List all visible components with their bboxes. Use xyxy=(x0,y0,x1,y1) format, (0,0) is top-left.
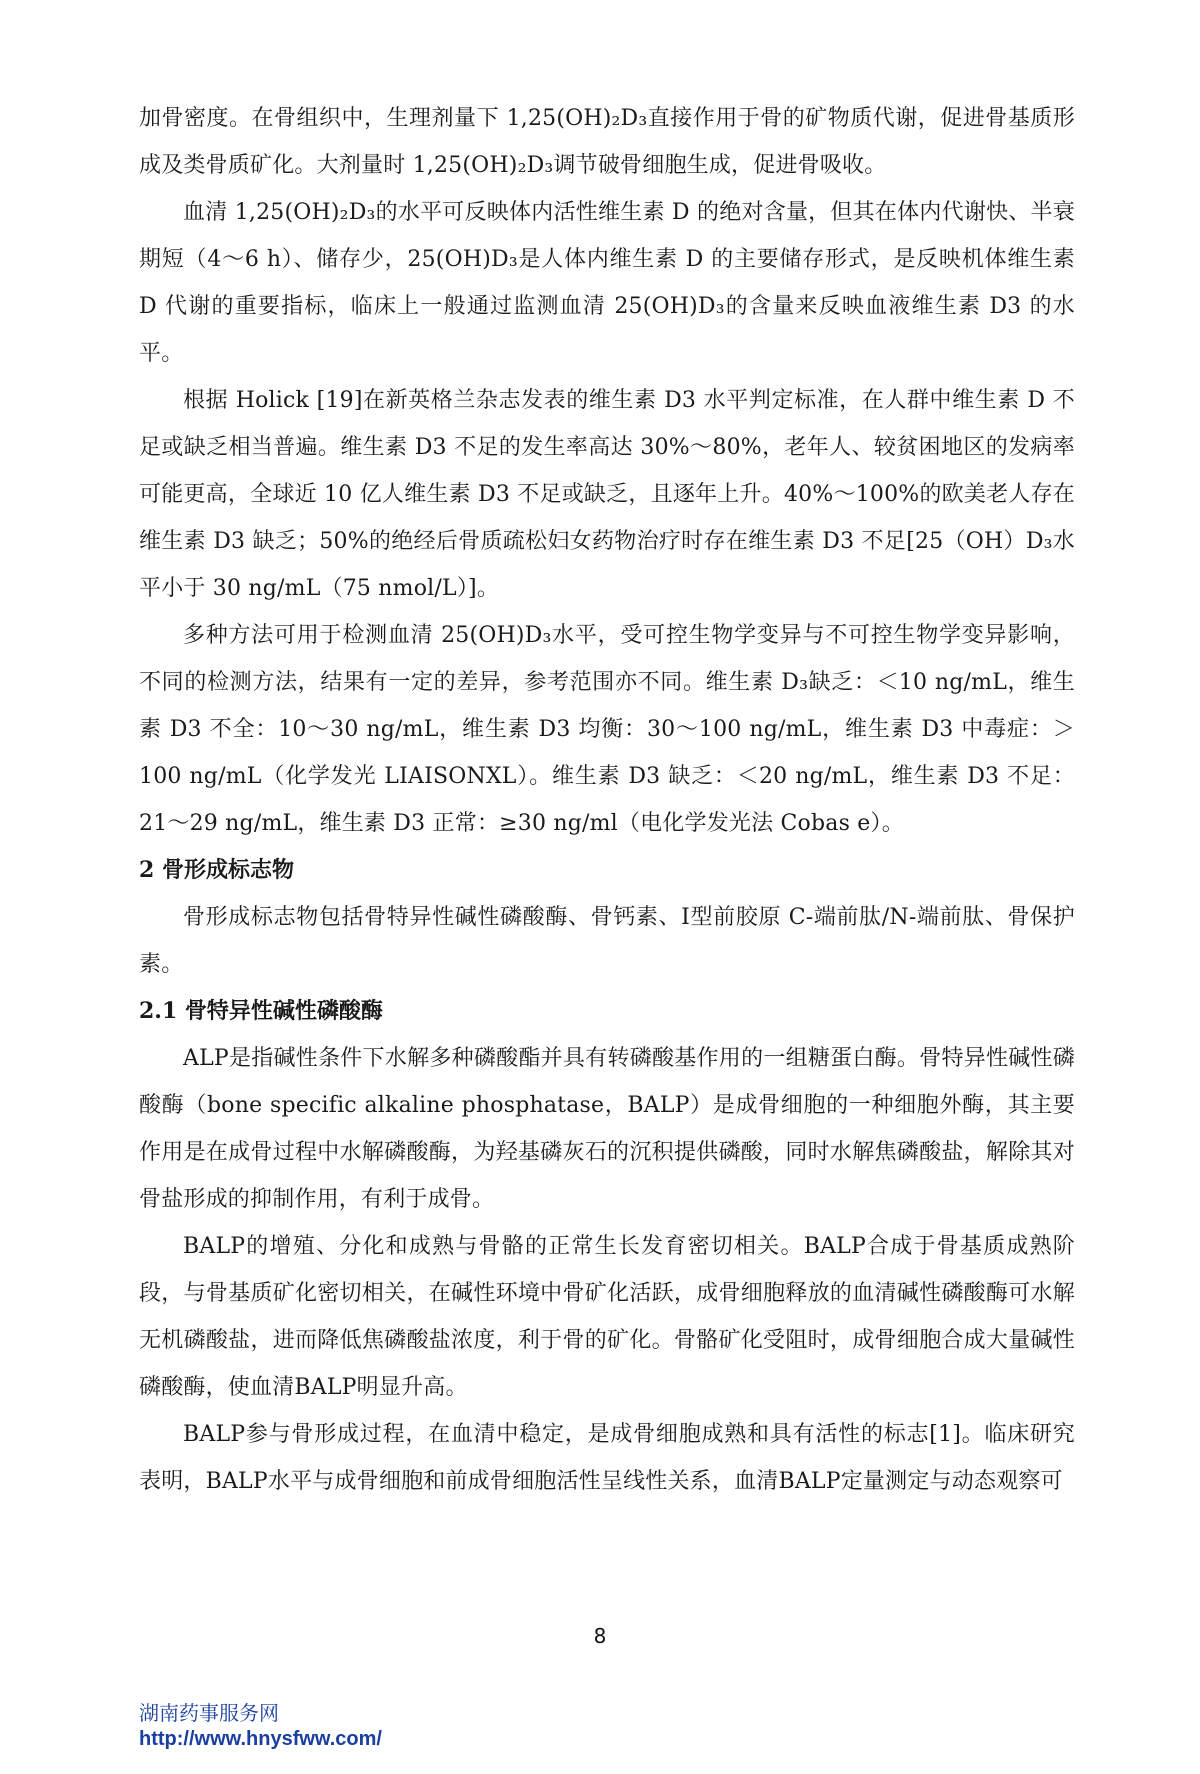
paragraph-7: BALP的增殖、分化和成熟与骨骼的正常生长发育密切相关。BALP合成于骨基质成熟阶段，与骨基质矿化密切相关，在碱性环境中骨矿化活跃，成骨细胞释放的血清碱性磷酸酶可水解无机磷酸盐，进而降低焦磷酸盐浓度，利于骨的矿化。骨骼矿化受阻时，成骨细胞合成大量碱性磷酸酶，使血清BALP明显升高。 xyxy=(139,1234,1075,1400)
paragraph-8: BALP参与骨形成过程，在血清中稳定，是成骨细胞成熟和具有活性的标志[1]。临床研究表明，BALP水平与成骨细胞和前成骨细胞活性呈线性关系，血清BALP定量测定与动态观察可 xyxy=(139,1422,1075,1494)
footer-site-url[interactable]: http://www.hnysfww.com/ xyxy=(139,1728,382,1750)
page-number: 8 xyxy=(593,1624,607,1648)
paragraph-5: 骨形成标志物包括骨特异性碱性磷酸酶、骨钙素、Ⅰ型前胶原 C-端前肽/N-端前肽、骨保护素。 xyxy=(139,905,1075,977)
paragraph-2: 血清 1,25(OH)₂D₃的水平可反映体内活性维生素 D 的绝对含量，但其在体内代谢快、半衰期短（4～6 h）、储存少，25(OH)D₃是人体内维生素 D 的主要储存形式，是反映机体维生素 D 代谢的重要指标，临床上一般通过监测血清 25(OH)D₃的含量来反映血液维生素 D3 的水平。 xyxy=(139,200,1075,366)
paragraph-6: ALP是指碱性条件下水解多种磷酸酯并具有转磷酸基作用的一组糖蛋白酶。骨特异性碱性磷酸酶（bone specific alkaline phosphatase，BALP）是成骨细胞的一种细胞外酶，其主要作用是在成骨过程中水解磷酸酶，为羟基磷灰石的沉积提供磷酸，同时水解焦磷酸盐，解除其对骨盐形成的抑制作用，有利于成骨。 xyxy=(139,1046,1075,1212)
footer-site-name: 湖南药事服务网 xyxy=(139,1701,279,1725)
paragraph-4: 多种方法可用于检测血清 25(OH)D₃水平，受可控生物学变异与不可控生物学变异影响，不同的检测方法，结果有一定的差异，参考范围亦不同。维生素 D₃缺乏：＜10 ng/mL，维生素 D3 不全：10～30 ng/mL，维生素 D3 均衡：30～100 ng/mL，维生素 D3 中毒症：＞100 ng/mL（化学发光 LIAISONXL）。维生素 D3 缺乏：＜20 ng/mL，维生素 D3 不足：21～29 ng/mL，维生素 D3 正常：≥30 ng/ml（电化学发光法 Cobas e）。 xyxy=(139,623,1075,836)
section-heading-2: 2 骨形成标志物 xyxy=(139,857,294,883)
footer xyxy=(139,1700,382,1752)
paragraph-1: 加骨密度。在骨组织中，生理剂量下 1,25(OH)₂D₃直接作用于骨的矿物质代谢，促进骨基质形成及类骨质矿化。大剂量时 1,25(OH)₂D₃调节破骨细胞生成，促进骨吸收。 xyxy=(139,106,1075,178)
paragraph-3: 根据 Holick [19]在新英格兰杂志发表的维生素 D3 水平判定标准，在人群中维生素 D 不足或缺乏相当普遍。维生素 D3 不足的发生率高达 30%～80%，老年人、较贫困地区的发病率可能更高，全球近 10 亿人维生素 D3 不足或缺乏，且逐年上升。40%～100%的欧美老人存在维生素 D3 缺乏；50%的绝经后骨质疏松妇女药物治疗时存在维生素 D3 不足[25（OH）D₃水平小于 30 ng/mL（75 nmol/L）]。 xyxy=(139,388,1075,601)
page-content xyxy=(139,95,1075,1505)
section-heading-2-1: 2.1 骨特异性碱性磷酸酶 xyxy=(139,998,383,1024)
